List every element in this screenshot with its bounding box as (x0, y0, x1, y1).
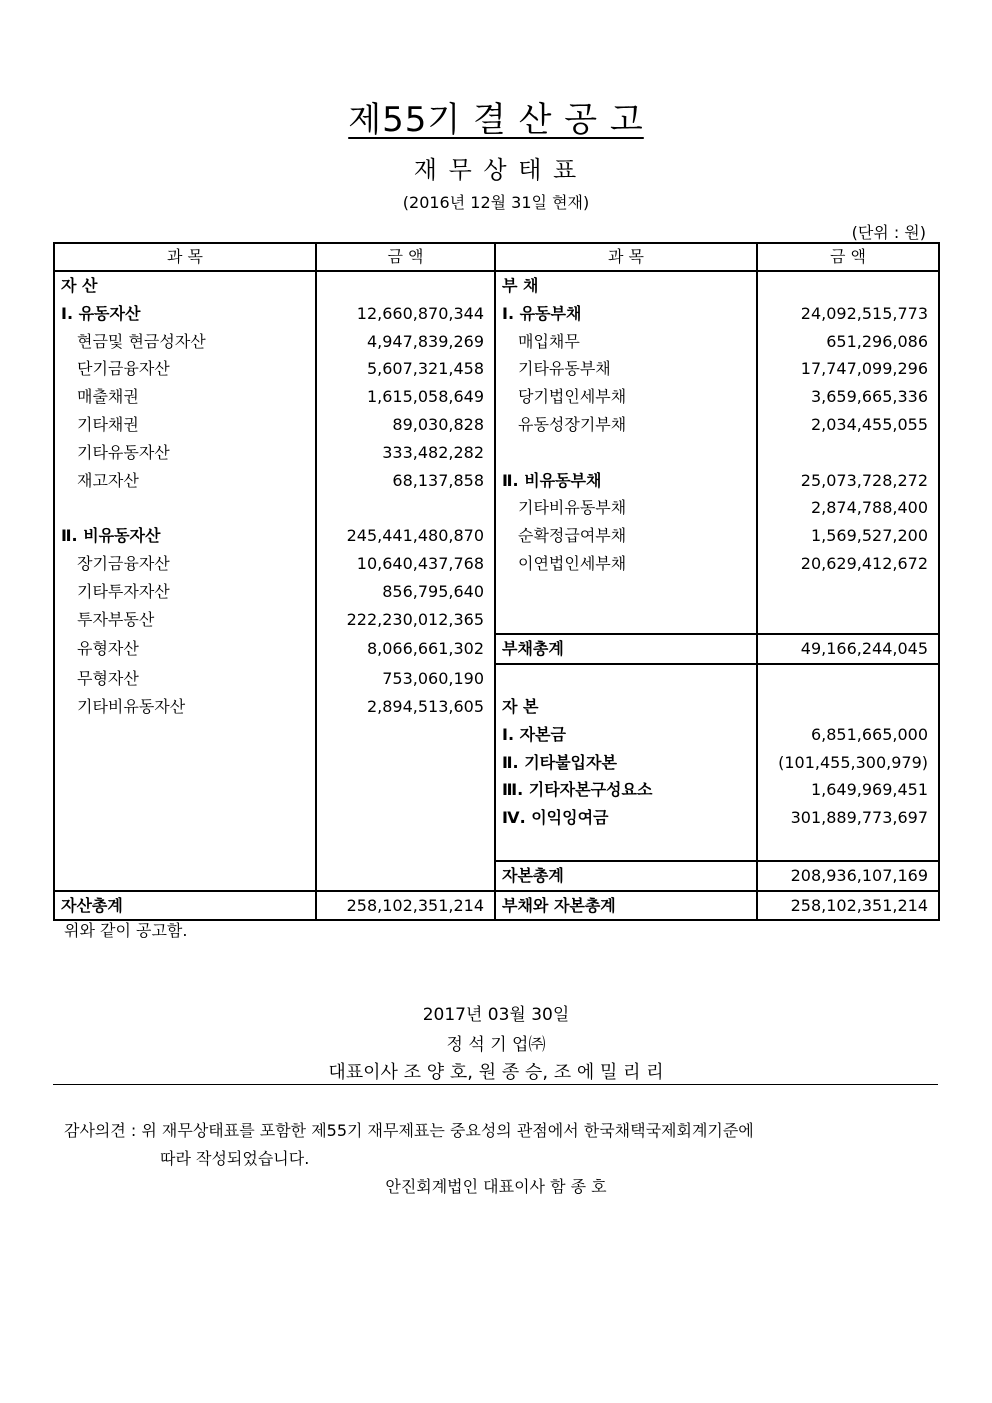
table-row (54, 411, 939, 439)
divider (53, 1084, 938, 1085)
right-item: Ⅲ. 기타자본구성요소 (495, 776, 757, 804)
company-name: 정 석 기 업㈜ (446, 1035, 546, 1055)
right-item: 자본총계 (495, 861, 757, 891)
right-amount (757, 271, 939, 300)
signature-date: 2017년 03월 30일 (422, 1005, 570, 1025)
assets-total-label: 자산총계 (54, 891, 316, 921)
left-amount: 753,060,190 (316, 664, 495, 693)
left-amount (316, 721, 495, 749)
right-amount: 301,889,773,697 (757, 804, 939, 832)
table-row (54, 522, 939, 550)
statement-title: 재 무 상 태 표 (413, 156, 579, 184)
table-header-row (54, 243, 939, 271)
left-amount (316, 832, 495, 861)
assets-total-amount: 258,102,351,214 (316, 891, 495, 921)
table-row (54, 776, 939, 804)
right-item (495, 606, 757, 635)
left-item: 재고자산 (54, 467, 316, 495)
table-row (54, 664, 939, 693)
table-row (54, 749, 939, 777)
right-amount: 1,649,969,451 (757, 776, 939, 804)
left-item: 장기금융자산 (54, 550, 316, 578)
right-amount (757, 693, 939, 721)
right-item (495, 578, 757, 606)
right-amount (757, 664, 939, 693)
table-row (54, 550, 939, 578)
table-row (54, 355, 939, 383)
left-item (54, 749, 316, 777)
right-item: 기타비유동부채 (495, 494, 757, 522)
table-row (54, 271, 939, 300)
table-row (54, 383, 939, 411)
right-amount: 49,166,244,045 (757, 634, 939, 664)
unit-label: (단위 : 원) (851, 223, 926, 242)
right-amount: 20,629,412,672 (757, 550, 939, 578)
left-item: Ⅰ. 유동자산 (54, 300, 316, 328)
left-amount: 856,795,640 (316, 578, 495, 606)
table-row (54, 693, 939, 721)
right-amount: 6,851,665,000 (757, 721, 939, 749)
right-amount: 24,092,515,773 (757, 300, 939, 328)
right-amount: 2,034,455,055 (757, 411, 939, 439)
left-amount: 8,066,661,302 (316, 634, 495, 664)
audit-opinion-line1: 감사의견 : 위 재무상태표를 포함한 제55기 재무제표는 중요성의 관점에서 한국채택국제회계기준에 (64, 1121, 754, 1140)
table-row (54, 832, 939, 861)
left-item (54, 721, 316, 749)
right-amount: (101,455,300,979) (757, 749, 939, 777)
table-row (54, 439, 939, 467)
header-item-assets: 과 목 (54, 243, 316, 271)
left-amount (316, 861, 495, 891)
left-item: 자 산 (54, 271, 316, 300)
liabilities-equity-total-label: 부채와 자본총계 (495, 891, 757, 921)
right-item: 자 본 (495, 693, 757, 721)
table-row (54, 328, 939, 356)
liabilities-equity-total-amount: 258,102,351,214 (757, 891, 939, 921)
right-amount: 2,874,788,400 (757, 494, 939, 522)
right-item (495, 439, 757, 467)
left-item (54, 776, 316, 804)
table-row (54, 804, 939, 832)
left-amount: 68,137,858 (316, 467, 495, 495)
left-amount: 10,640,437,768 (316, 550, 495, 578)
left-item: 현금및 현금성자산 (54, 328, 316, 356)
right-item: Ⅱ. 기타불입자본 (495, 749, 757, 777)
right-item (495, 832, 757, 861)
left-item: 유형자산 (54, 634, 316, 664)
table-row (54, 721, 939, 749)
table-row (54, 300, 939, 328)
left-amount: 5,607,321,458 (316, 355, 495, 383)
right-amount: 208,936,107,169 (757, 861, 939, 891)
left-amount (316, 494, 495, 522)
right-item: Ⅳ. 이익잉여금 (495, 804, 757, 832)
left-item (54, 832, 316, 861)
left-amount: 2,894,513,605 (316, 693, 495, 721)
left-amount: 333,482,282 (316, 439, 495, 467)
left-amount: 245,441,480,870 (316, 522, 495, 550)
left-item (54, 861, 316, 891)
right-item: 유동성장기부채 (495, 411, 757, 439)
left-item: 단기금융자산 (54, 355, 316, 383)
right-amount: 17,747,099,296 (757, 355, 939, 383)
left-amount (316, 749, 495, 777)
left-amount: 12,660,870,344 (316, 300, 495, 328)
right-item: 이연법인세부채 (495, 550, 757, 578)
right-item: 부채총계 (495, 634, 757, 664)
right-item: Ⅱ. 비유동부채 (495, 467, 757, 495)
left-item: Ⅱ. 비유동자산 (54, 522, 316, 550)
announcement-note: 위와 같이 공고함. (64, 921, 188, 940)
right-amount (757, 832, 939, 861)
representatives: 대표이사 조 양 호, 원 종 승, 조 에 밀 리 리 (328, 1062, 664, 1083)
audit-opinion-line2: 따라 작성되었습니다. (160, 1149, 310, 1168)
right-item: 부 채 (495, 271, 757, 300)
right-item: 순확정급여부채 (495, 522, 757, 550)
left-item (54, 494, 316, 522)
grand-total-row (54, 891, 939, 921)
left-item: 투자부동산 (54, 606, 316, 635)
header-amount-liabilities: 금 액 (757, 243, 939, 271)
left-amount (316, 804, 495, 832)
statement-date: (2016년 12월 31일 현재) (402, 193, 590, 212)
right-amount (757, 606, 939, 635)
table-row (54, 467, 939, 495)
left-amount: 4,947,839,269 (316, 328, 495, 356)
left-item: 무형자산 (54, 664, 316, 693)
table-row (54, 606, 939, 635)
left-item: 기타비유동자산 (54, 693, 316, 721)
right-item: 당기법인세부채 (495, 383, 757, 411)
right-amount: 3,659,665,336 (757, 383, 939, 411)
right-item: Ⅰ. 유동부채 (495, 300, 757, 328)
equity-total-row (54, 861, 939, 891)
table-row (54, 494, 939, 522)
left-item (54, 804, 316, 832)
left-item: 기타채권 (54, 411, 316, 439)
right-amount: 651,296,086 (757, 328, 939, 356)
left-item: 기타유동자산 (54, 439, 316, 467)
left-amount (316, 271, 495, 300)
left-amount: 222,230,012,365 (316, 606, 495, 635)
right-item: 기타유동부채 (495, 355, 757, 383)
left-amount (316, 776, 495, 804)
right-amount (757, 439, 939, 467)
right-item: Ⅰ. 자본금 (495, 721, 757, 749)
left-amount: 89,030,828 (316, 411, 495, 439)
document-title: 제55기 결 산 공 고 (348, 100, 644, 140)
header-amount-assets: 금 액 (316, 243, 495, 271)
auditor-name: 안진회계법인 대표이사 함 종 호 (385, 1177, 607, 1196)
liabilities-total-row (54, 634, 939, 664)
right-item (495, 664, 757, 693)
right-amount: 1,569,527,200 (757, 522, 939, 550)
header-item-liabilities: 과 목 (495, 243, 757, 271)
left-item: 매출채권 (54, 383, 316, 411)
left-item: 기타투자자산 (54, 578, 316, 606)
left-amount: 1,615,058,649 (316, 383, 495, 411)
table-row (54, 578, 939, 606)
right-amount (757, 578, 939, 606)
right-amount: 25,073,728,272 (757, 467, 939, 495)
balance-sheet-table (53, 242, 940, 921)
right-item: 매입채무 (495, 328, 757, 356)
